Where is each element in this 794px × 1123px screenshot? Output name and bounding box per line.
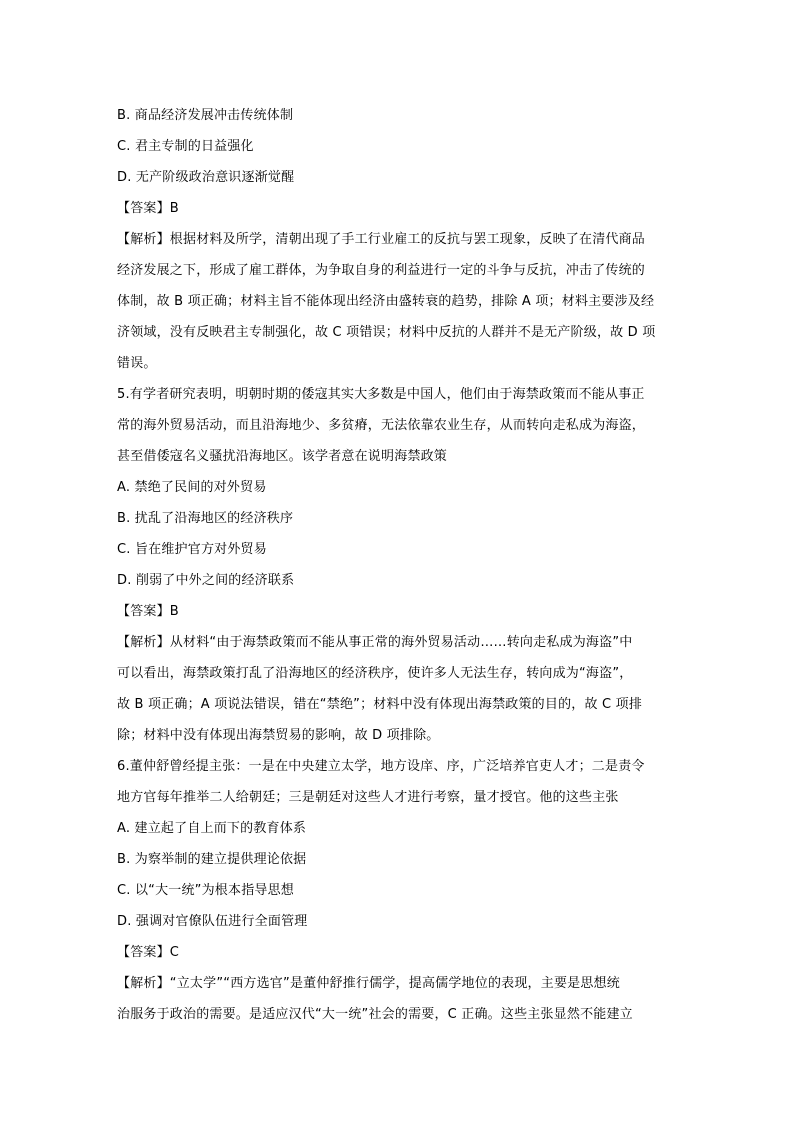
option-d: D. 强调对官僚队伍进行全面管理 (117, 914, 308, 929)
analysis-line: 【解析】根据材料及所学，清朝出现了手工行业雇工的反抗与罢工现象，反映了在清代商品 (117, 232, 646, 247)
analysis-line: 【解析】“立太学”“西方选官”是董仲舒推行儒学，提高儒学地位的表现，主要是思想统 (117, 976, 620, 991)
option-a: A. 禁绝了民间的对外贸易 (117, 480, 267, 495)
analysis-line: 【解析】从材料“由于海禁政策而不能从事正常的海外贸易活动……转向走私成为海盗”中 (117, 635, 633, 650)
answer-label: 【答案】B (117, 201, 179, 216)
question-stem: 地方官每年推举二人给朝廷；三是朝廷对这些人才进行考察，量才授官。他的这些主张 (117, 790, 619, 805)
document-page (117, 100, 677, 1030)
analysis-line: 济领域，没有反映君主专制强化，故 C 项错误；材料中反抗的人群并不是无产阶级，故 D 项 (117, 325, 656, 340)
option-b: B. 为察举制的建立提供理论依据 (117, 852, 307, 867)
question-stem: 5.有学者研究表明，明朝时期的倭寇其实大多数是中国人，他们由于海禁政策而不能从事正 (117, 387, 645, 402)
option-b: B. 扰乱了沿海地区的经济秩序 (117, 511, 294, 526)
analysis-line: 可以看出，海禁政策打乱了沿海地区的经济秩序，使许多人无法生存，转向成为“海盗”， (117, 666, 633, 681)
analysis-line: 体制，故 B 项正确；材料主旨不能体现出经济由盛转衰的趋势，排除 A 项；材料主要涉及经 (117, 294, 655, 309)
analysis-line: 错误。 (117, 356, 157, 371)
option-b: B. 商品经济发展冲击传统体制 (117, 108, 294, 123)
analysis-line: 治服务于政治的需要。是适应汉代“大一统”社会的需要，C 正确。这些主张显然不能建立 (117, 1007, 633, 1022)
option-d: D. 削弱了中外之间的经济联系 (117, 573, 295, 588)
analysis-line: 故 B 项正确；A 项说法错误，错在“禁绝”；材料中没有体现出海禁政策的目的，故 C 项排 (117, 697, 643, 712)
answer-label: 【答案】C (117, 945, 180, 960)
question-stem: 常的海外贸易活动，而且沿海地少、多贫瘠，无法依靠农业生存，从而转向走私成为海盗， (117, 418, 646, 433)
question-stem: 6.董仲舒曾经提主张：一是在中央建立太学，地方设庠、序，广泛培养官吏人才；二是责令 (117, 759, 645, 774)
option-c: C. 以“大一统”为根本指导思想 (117, 883, 295, 898)
question-stem: 甚至借倭寇名义骚扰沿海地区。该学者意在说明海禁政策 (117, 449, 448, 464)
option-c: C. 君主专制的日益强化 (117, 139, 254, 154)
answer-label: 【答案】B (117, 604, 179, 619)
option-d: D. 无产阶级政治意识逐渐觉醒 (117, 170, 295, 185)
option-a: A. 建立起了自上而下的教育体系 (117, 821, 307, 836)
analysis-line: 除；材料中没有体现出海禁贸易的影响，故 D 项排除。 (117, 728, 440, 743)
option-c: C. 旨在维护官方对外贸易 (117, 542, 267, 557)
analysis-line: 经济发展之下，形成了雇工群体，为争取自身的利益进行一定的斗争与反抗，冲击了传统的 (117, 263, 646, 278)
